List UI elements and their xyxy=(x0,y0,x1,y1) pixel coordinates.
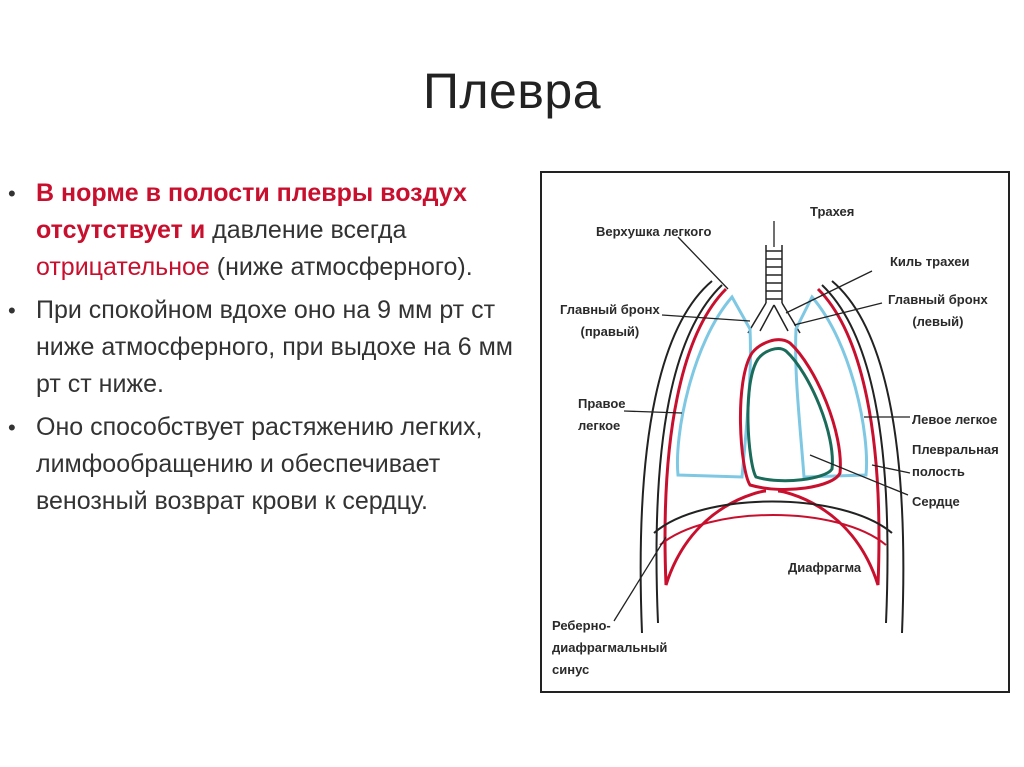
label-pleural-cavity: Плевральная полость xyxy=(912,442,999,479)
heart-shape xyxy=(740,340,840,490)
bullet-item xyxy=(8,292,528,403)
bullet-dot-icon: • xyxy=(8,415,16,440)
trachea-shape xyxy=(748,245,800,333)
label-lung-apex: Верхушка легкого xyxy=(596,224,712,239)
slide-title: Плевра xyxy=(422,63,602,119)
bullet-list xyxy=(8,175,528,526)
parietal-pleura xyxy=(665,289,879,585)
bullet-dot-icon: • xyxy=(8,181,16,206)
bullet-text: (ниже атмосферного). xyxy=(209,253,473,281)
label-leader-lines xyxy=(614,221,910,621)
bullet-dot-icon: • xyxy=(8,298,16,323)
label-carina: Киль трахеи xyxy=(890,254,970,269)
label-diaphragm: Диафрагма xyxy=(788,560,862,575)
pleura-diagram xyxy=(540,171,1010,693)
label-main-bronchus-right: Главный бронх (правый) xyxy=(560,302,660,339)
label-left-lung: Левое легкое xyxy=(912,412,998,427)
label-costodiaphragmatic-sinus: Реберно- диафрагмальный синус xyxy=(552,618,668,677)
bullet-text-highlight: В норме в полости плевры воздух отсутствует и xyxy=(36,179,467,244)
bullet-text-red: отрицательное xyxy=(36,253,210,281)
bullet-text: При спокойном вдохе оно на 9 мм рт ст ниже атмосферного, при выдохе на 6 мм рт ст ниже. xyxy=(36,296,513,398)
bullet-item xyxy=(8,409,528,520)
label-trachea: Трахея xyxy=(810,204,855,219)
chest-wall xyxy=(641,281,904,633)
label-right-lung: Правое легкое xyxy=(578,396,626,433)
bullet-text: давление всегда xyxy=(205,216,407,244)
bullet-item xyxy=(8,175,528,286)
label-main-bronchus-left: Главный бронх (левый) xyxy=(888,292,988,329)
label-heart: Сердце xyxy=(912,494,960,509)
bullet-text: Оно способствует растяжению легких, лимфообращению и обеспечивает венозный возврат крови к сердцу. xyxy=(36,413,483,515)
